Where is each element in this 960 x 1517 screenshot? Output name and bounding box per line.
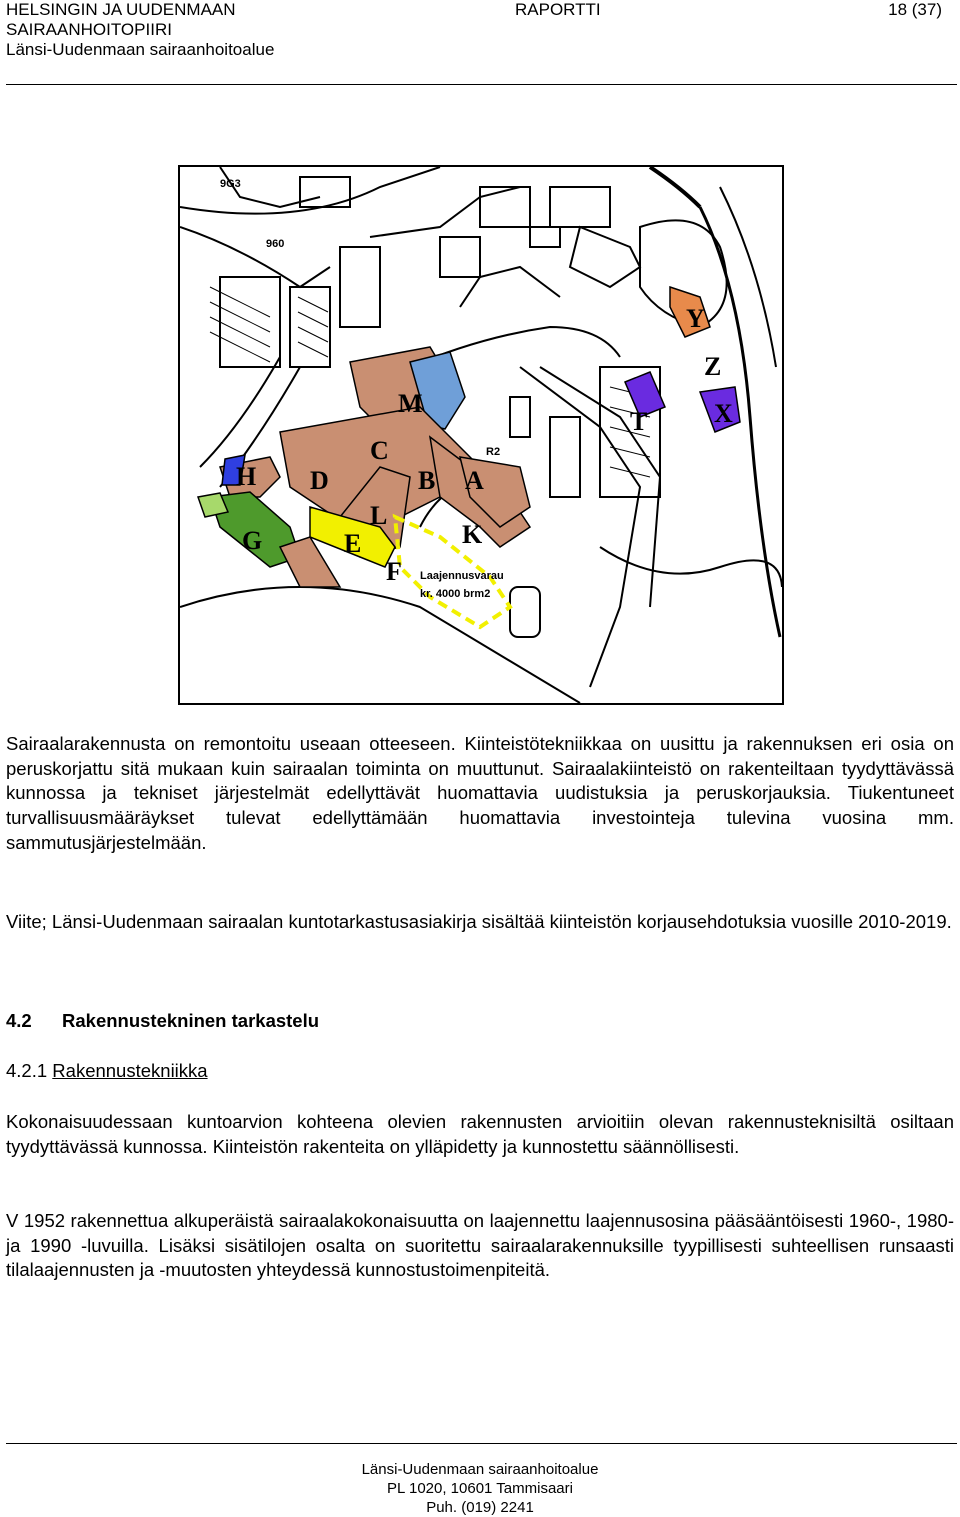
map-small-label-r2: R2 [486,446,501,458]
paragraph-history [6,1209,954,1283]
header-org-line1: HELSINGIN JA UUDENMAAN [6,0,236,19]
paragraph-reference [6,910,954,935]
building-label-z: Z [704,352,722,381]
building-label-f: F [386,557,402,586]
building-label-d: D [310,466,329,495]
subsection-heading [6,1060,208,1082]
building-label-c: C [370,436,389,465]
building-label-t: T [630,407,648,436]
page-header [6,0,942,82]
building-label-k: K [462,520,483,549]
building-label-y: Y [686,304,705,333]
header-org-line3: Länsi-Uudenmaan sairaanhoitoalue [6,40,275,59]
paragraph-text: Viite; Länsi-Uudenmaan sairaalan kuntotarkastusasiakirja sisältää kiinteistön korjausehdotuksia vuosille 2010-2019. [6,911,952,932]
building-label-l: L [370,501,388,530]
building-label-m: M [398,389,423,418]
footer-divider [6,1443,957,1444]
map-small-label-1: 9G3 [220,178,241,190]
building-label-e: E [344,529,362,558]
building-label-g: G [242,526,263,555]
header-org-line2: SAIRAANHOITOPIIRI [6,20,172,39]
paragraph-condition [6,1110,954,1159]
map-small-label-2: 960 [266,238,285,250]
expansion-note-line2: kr. 4000 brm2 [420,588,491,600]
section-title: Rakennustekninen tarkastelu [62,1010,320,1031]
footer-line1: Länsi-Uudenmaan sairaanhoitoalue [361,1461,599,1478]
header-page-number: 18 (37) [888,0,942,19]
paragraph-text: V 1952 rakennettua alkuperäistä sairaalakokonaisuutta on laajennettu laajennusosina pääsääntöisesti 1960-, 1980- ja 1990 -luvuilla. Lisäksi sisätilojen osalta on suoritettu sairaalarakennuksille tyypillisesti suhteellisen runsaasti tilalaajennusten ja -muutosten yhteydessä kunnostustoimenpiteitä. [6,1210,954,1281]
building-label-x: X [714,399,733,428]
section-heading [6,1010,319,1032]
section-number: 4.2 [6,1010,32,1031]
paragraph-text: Kokonaisuudessaan kuntoarvion kohteena olevien rakennusten arvioitiin olevan rakennusteknisiltä osiltaan tyydyttävässä kunnossa. Kiinteistön rakenteita on ylläpidetty ja kunnostettu säännöllisesti. [6,1111,954,1157]
expansion-note-line1: Laajennusvarau [420,570,504,582]
subsection-title: Rakennustekniikka [52,1060,208,1081]
subsection-number: 4.2.1 [6,1060,48,1081]
building-label-h: H [236,462,257,491]
header-divider [6,84,957,85]
header-doc-type: RAPORTTI [515,0,601,19]
footer-line2: PL 1020, 10601 Tammisaari [387,1480,573,1497]
site-map [178,165,784,705]
site-map-drawing [180,167,782,703]
page-footer [0,1460,960,1517]
building-label-a: A [465,466,484,495]
paragraph-renovation [6,732,954,856]
header-organization [6,0,274,60]
building-label-b: B [418,466,436,495]
paragraph-text: Sairaalarakennusta on remontoitu useaan otteeseen. Kiinteistötekniikkaa on uusittu ja rakennuksen eri osia on peruskorjattu sitä mukaan kuin sairaalan toiminta on muuttunut. Sairaalakiinteistö on rakenteiltaan tyydyttävässä kunnossa ja tekniset järjestelmät edellyttävät huomattavia uudistuksia ja peruskorjauksia. Tiukentuneet turvallisuusmääräykset tulevat edellyttämään huomattavia investointeja tulevina vuosina mm. sammutusjärjestelmään. [6,733,954,853]
footer-line3: Puh. (019) 2241 [426,1499,534,1516]
